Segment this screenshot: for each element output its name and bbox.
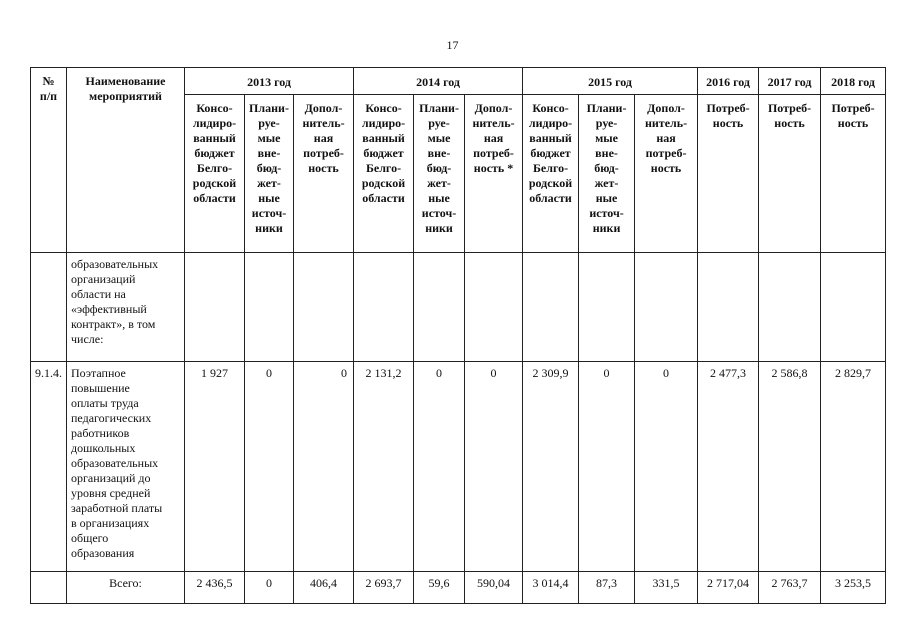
empty-cell [821,253,886,362]
row-number [31,253,67,362]
row-number: 9.1.4. [31,362,67,572]
value-2016-need: 2 477,3 [698,362,759,572]
value-2013-extrabudgetary: 0 [245,362,294,572]
total-2014-additional-need: 590,04 [465,572,523,604]
value-2013-additional-need: 0 [294,362,354,572]
empty-cell [245,253,294,362]
empty-cell [465,253,523,362]
total-2014-consolidated-budget: 2 693,7 [354,572,414,604]
header-2013-consolidated-budget: Консо- лидиро- ванный бюджет Белго- родской области [185,95,245,253]
header-2014-extrabudgetary: Плани- руе- мые вне- бюд- жет- ные источ- ники [414,95,465,253]
total-2018-need: 3 253,5 [821,572,886,604]
header-2014-additional-need: Допол- нитель- ная потреб- ность * [465,95,523,253]
value-2015-additional-need: 0 [635,362,698,572]
empty-cell [185,253,245,362]
header-2013-extrabudgetary: Плани- руе- мые вне- бюд- жет- ные источ- ники [245,95,294,253]
total-2015-consolidated-budget: 3 014,4 [523,572,579,604]
total-2017-need: 2 763,7 [759,572,821,604]
row-name: образовательных организаций области на «эффективный контракт», в том числе: [67,253,185,362]
header-number-column: № п/п [31,68,67,253]
header-year-2014: 2014 год [354,68,523,95]
row-number [31,572,67,604]
empty-cell [635,253,698,362]
value-2018-need: 2 829,7 [821,362,886,572]
empty-cell [579,253,635,362]
row-name: Поэтапное повышение оплаты труда педагогических работников дошкольных образовательных организаций до уровня средней заработной платы в организациях общего образования [67,362,185,572]
empty-cell [294,253,354,362]
page-number: 17 [446,38,459,52]
total-2015-additional-need: 331,5 [635,572,698,604]
total-2015-extrabudgetary: 87,3 [579,572,635,604]
value-2013-consolidated-budget: 1 927 [185,362,245,572]
table-row-total [31,572,886,604]
total-2013-extrabudgetary: 0 [245,572,294,604]
empty-cell [523,253,579,362]
empty-cell [698,253,759,362]
empty-cell [759,253,821,362]
empty-cell [414,253,465,362]
header-year-2013: 2013 год [185,68,354,95]
header-2015-consolidated-budget: Консо- лидиро- ванный бюджет Белго- родской области [523,95,579,253]
total-2016-need: 2 717,04 [698,572,759,604]
value-2017-need: 2 586,8 [759,362,821,572]
table-row-continuation [31,253,886,362]
header-2016-need: Потреб- ность [698,95,759,253]
value-2014-extrabudgetary: 0 [414,362,465,572]
value-2015-consolidated-budget: 2 309,9 [523,362,579,572]
value-2014-additional-need: 0 [465,362,523,572]
total-2013-additional-need: 406,4 [294,572,354,604]
header-2015-extrabudgetary: Плани- руе- мые вне- бюд- жет- ные источ- ники [579,95,635,253]
header-year-2018: 2018 год [821,68,886,95]
empty-cell [354,253,414,362]
header-2014-consolidated-budget: Консо- лидиро- ванный бюджет Белго- родской области [354,95,414,253]
header-2013-additional-need: Допол- нитель- ная потреб- ность [294,95,354,253]
header-year-2017: 2017 год [759,68,821,95]
header-year-2015: 2015 год [523,68,698,95]
table-row-9-1-4 [31,362,886,572]
header-name-column: Наименование мероприятий [67,68,185,253]
header-2018-need: Потреб- ность [821,95,886,253]
header-year-2016: 2016 год [698,68,759,95]
total-label: Всего: [67,572,185,604]
value-2015-extrabudgetary: 0 [579,362,635,572]
budget-table [30,67,886,604]
total-2013-consolidated-budget: 2 436,5 [185,572,245,604]
header-2017-need: Потреб- ность [759,95,821,253]
total-2014-extrabudgetary: 59,6 [414,572,465,604]
value-2014-consolidated-budget: 2 131,2 [354,362,414,572]
header-2015-additional-need: Допол- нитель- ная потреб- ность [635,95,698,253]
